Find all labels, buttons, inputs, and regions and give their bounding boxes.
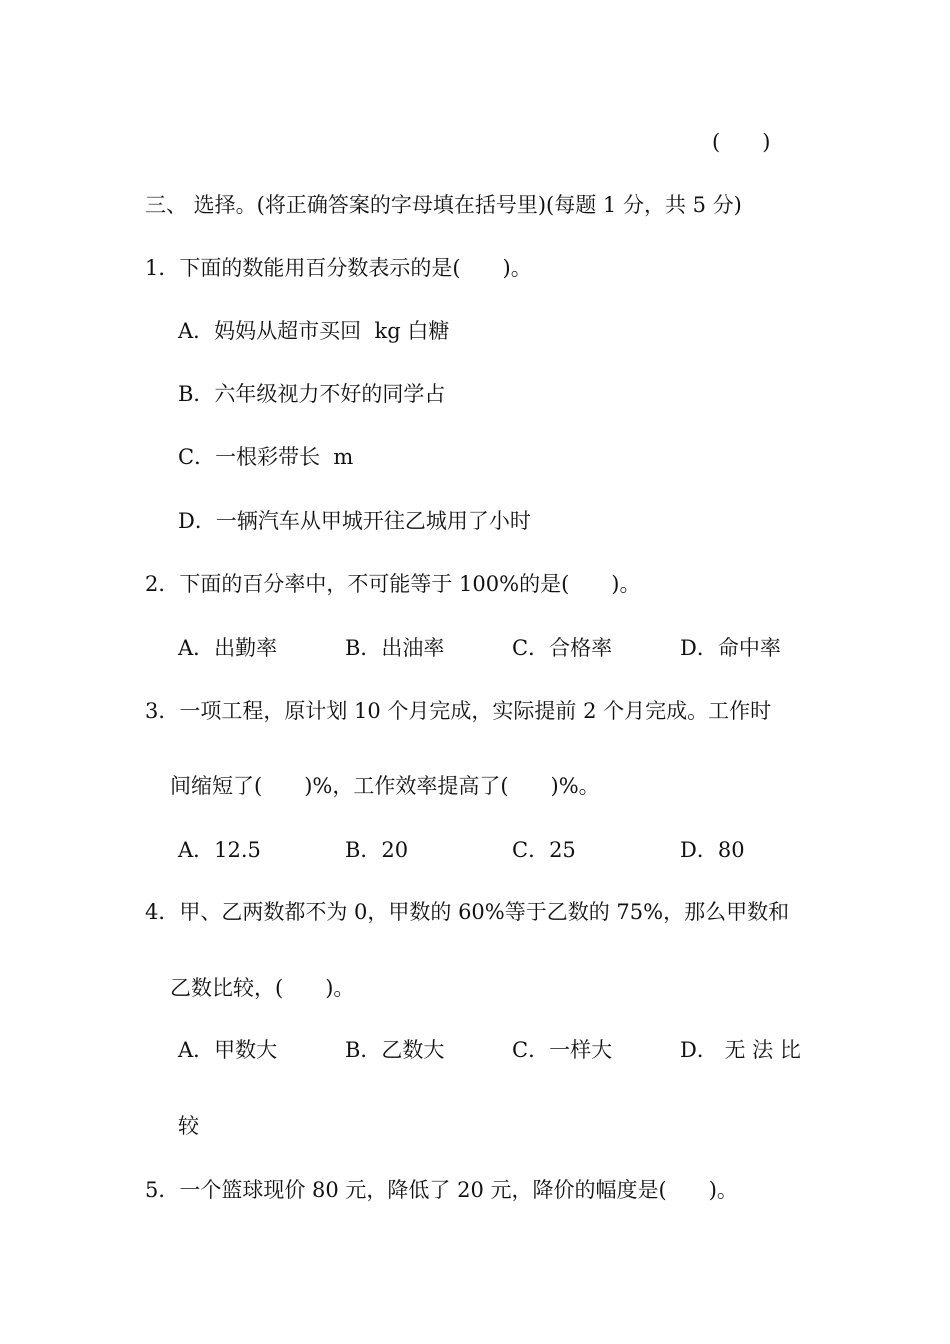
question-3-option-b: B．20 [345,838,409,862]
question-4-stem-line-1: 4．甲、乙两数都不为 0，甲数的 60%等于乙数的 75%，那么甲数和 [145,900,790,924]
question-3-option-a: A．12.5 [178,838,261,862]
question-4-option-d-continued: 较 [178,1114,199,1138]
question-1-stem: 1．下面的数能用百分数表示的是( )。 [145,256,532,280]
question-5-stem: 5．一个篮球现价 80 元，降低了 20 元，降价的幅度是( )。 [145,1178,738,1202]
answer-bracket: ( ) [712,130,771,154]
question-3-option-d: D．80 [680,838,745,862]
question-2-option-a: A．出勤率 [178,636,278,660]
question-2-option-b: B．出油率 [345,636,445,660]
section-heading: 三、 选择。(将正确答案的字母填在括号里)(每题 1 分，共 5 分) [145,193,742,217]
question-1-option-c: C．一根彩带长 m [178,445,354,469]
question-2-option-d: D．命中率 [680,636,781,660]
question-3-option-c: C．25 [512,838,576,862]
question-2-option-c: C．合格率 [512,636,613,660]
question-4-option-c: C．一样大 [512,1038,613,1062]
question-2-stem: 2．下面的百分率中，不可能等于 100%的是( )。 [145,572,641,596]
question-1-option-a: A．妈妈从超市买回 kg 白糖 [178,319,450,343]
question-3-stem-line-1: 3．一项工程，原计划 10 个月完成，实际提前 2 个月完成。工作时 [145,699,772,723]
question-4-stem-line-2: 乙数比较，( )。 [170,976,355,1000]
question-4-option-d: D． 无 法 比 [680,1038,801,1062]
question-4-option-b: B．乙数大 [345,1038,445,1062]
question-1-option-b: B．六年级视力不好的同学占 [178,382,446,406]
question-1-option-d: D．一辆汽车从甲城开往乙城用了小时 [178,509,531,533]
question-4-option-a: A．甲数大 [178,1038,278,1062]
question-3-stem-line-2: 间缩短了( )%，工作效率提高了( )%。 [170,774,600,798]
